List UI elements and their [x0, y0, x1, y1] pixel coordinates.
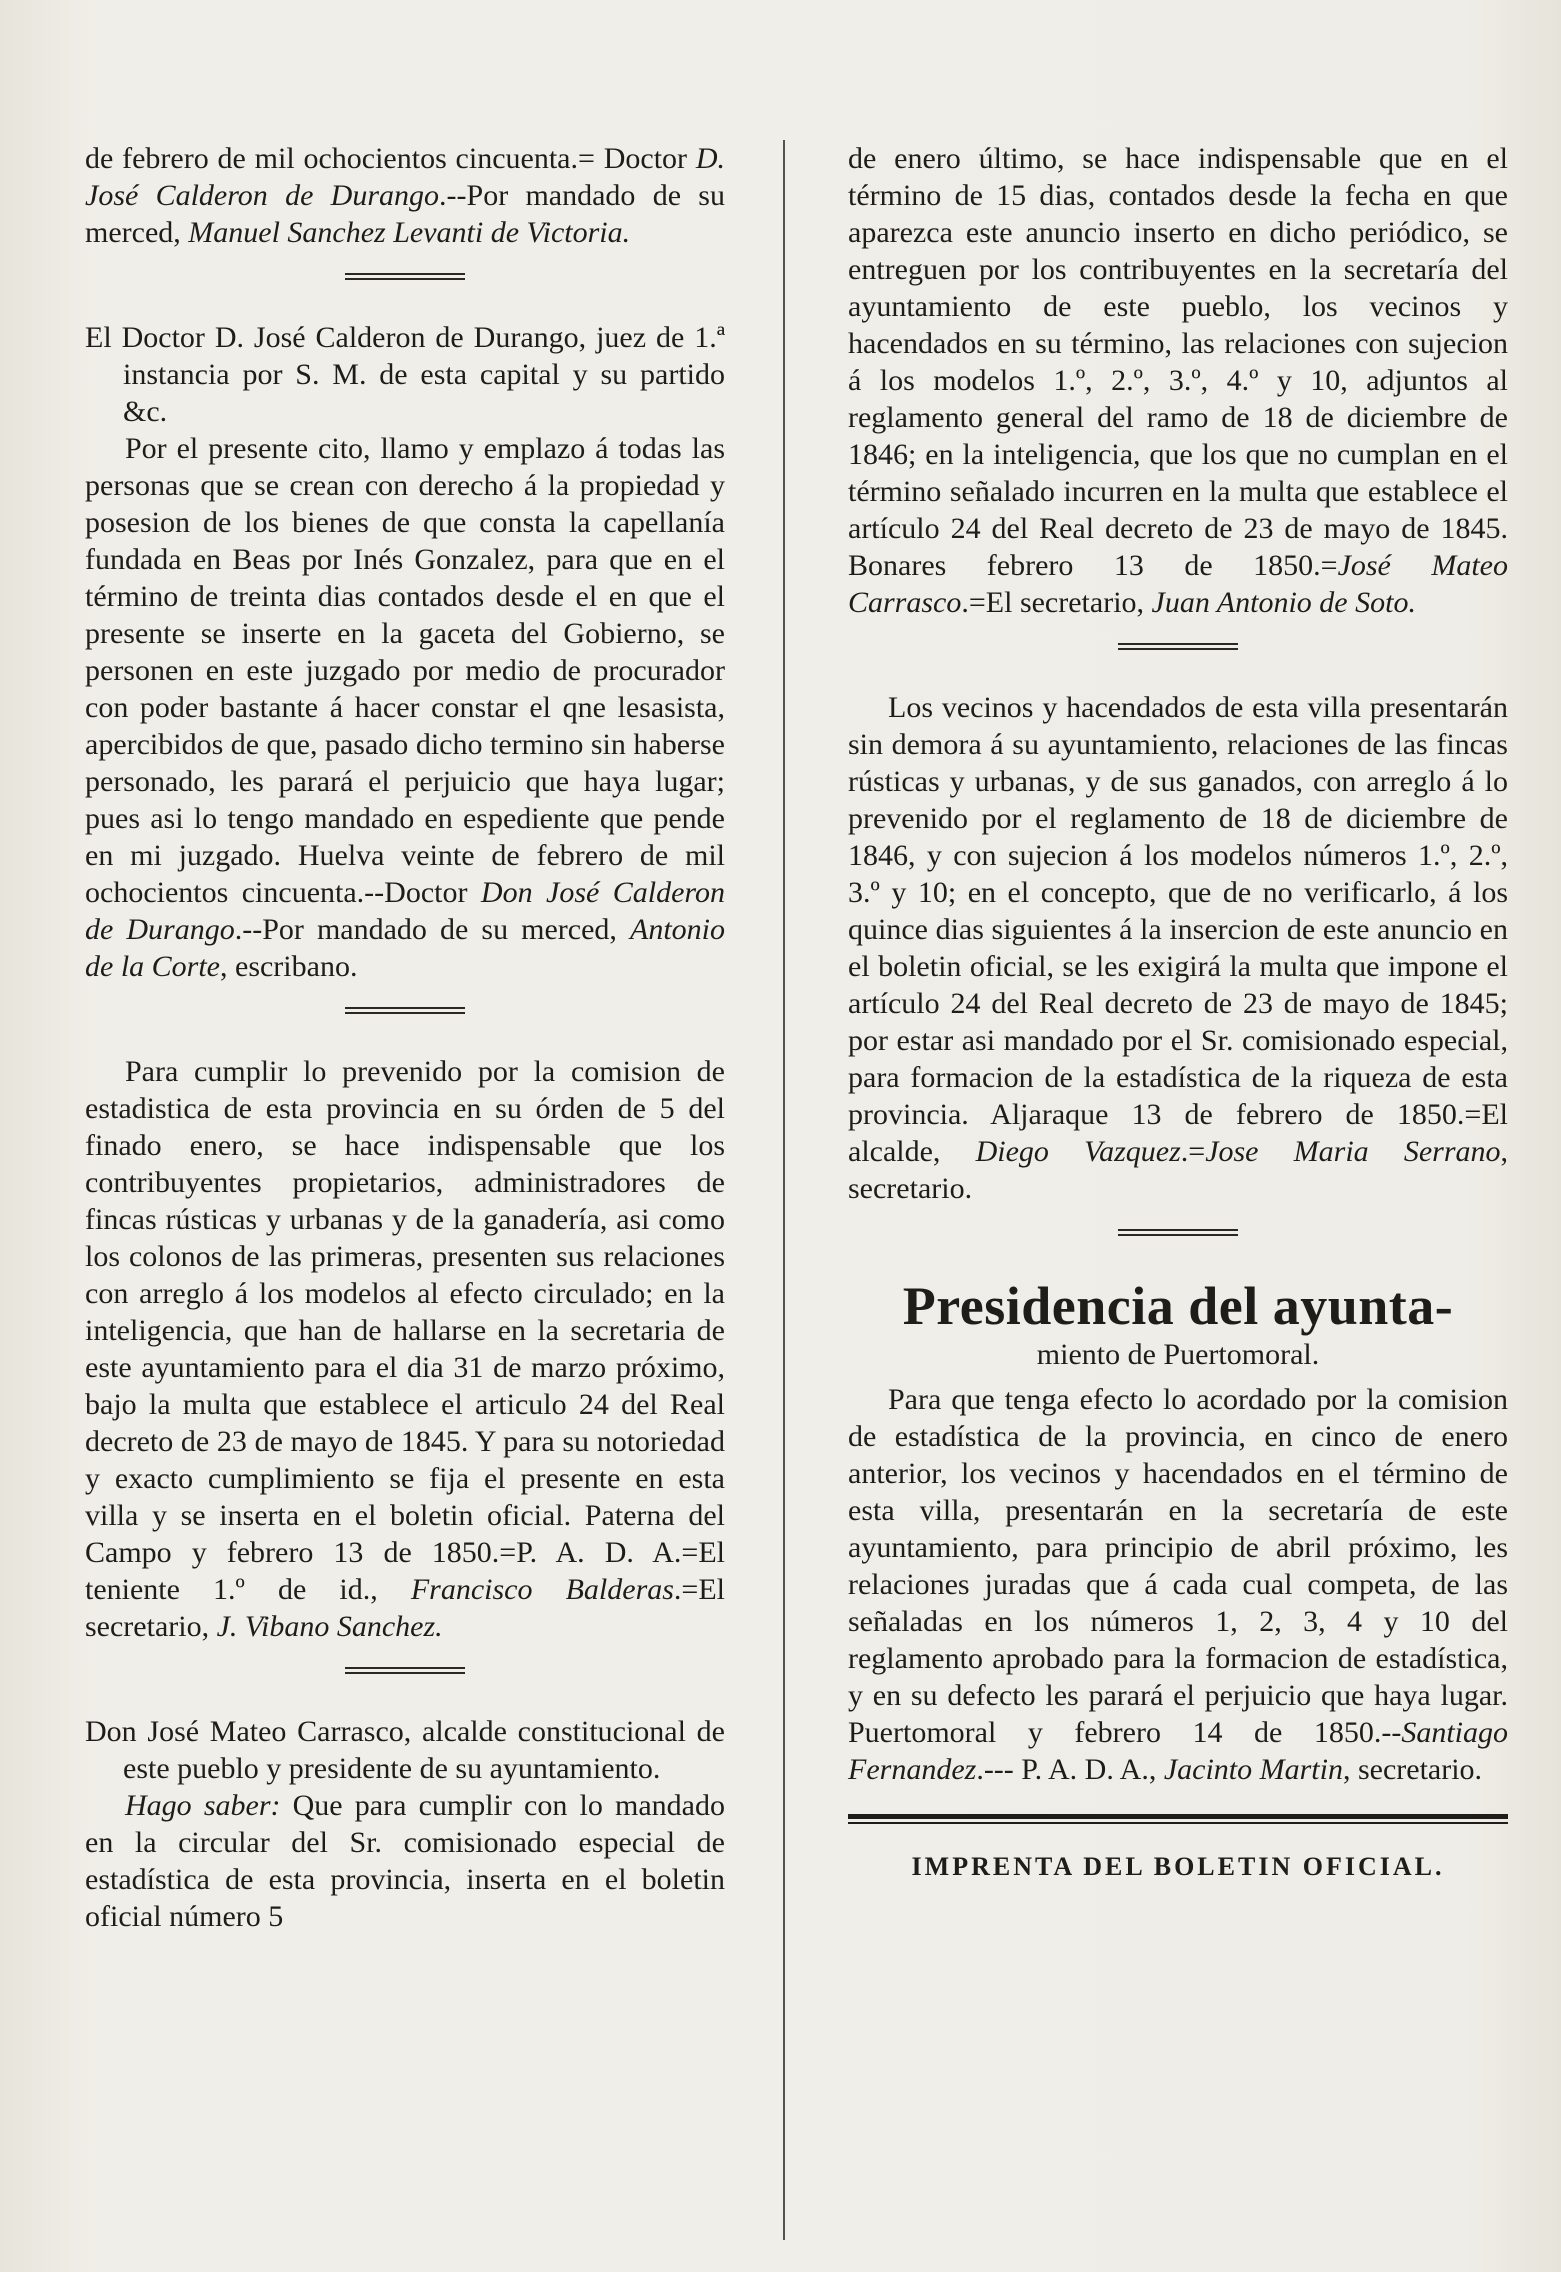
signatory-name: D. José Calderon de Durango — [85, 142, 725, 212]
notice-header: El Doctor D. José Calderon de Durango, juez de 1.ª instancia por S. M. de esta capital y su partido &c. — [85, 321, 725, 428]
section-heading: Presidencia del ayunta- — [902, 1276, 1454, 1336]
notice-text: Por el presente cito, llamo y emplazo á todas las personas que se crean con derecho á la propiedad y posesion de los bienes de que consta la capellanía fundada en Beas por Inés Gonzalez, para que en el término de treinta dias contados desde el en que el presente se inserte en la gaceta del Gobierno, se personen en este juzgado por medio de procurador con poder bastante á hacer constar el qne lesasista, apercibidos de que, pasado dicho termino sin haberse personado, les parará el perjuicio que haya lugar; pues asi lo tengo mandado en espediente que pende en mi juzgado. Huelva veinte de febrero de mil ochocientos cincuenta.--Doctor — [85, 432, 725, 909]
notice-text: .--Por mandado de su merced, — [234, 913, 630, 946]
signatory-name: Jose Maria Serrano — [1205, 1135, 1501, 1168]
notice-body — [848, 1381, 1508, 1788]
left-column — [85, 140, 725, 1935]
notice-continuation — [85, 140, 725, 251]
notice-text: .--- P. A. D. A., — [976, 1753, 1164, 1786]
footer-rule — [848, 1814, 1508, 1824]
notice-text: Que para cumplir con lo mandado en la circular del Sr. comisionado especial de estadística de esta provincia, inserta en el boletin oficial número 5 — [85, 1789, 725, 1933]
notice-text: .--Por mandado de su merced, — [85, 179, 725, 249]
signatory-name: José Mateo Carrasco — [848, 549, 1508, 619]
notice-text: de enero último, se hace indispensable que en el término de 15 dias, contados desde la fecha en que aparezca este anuncio inserto en dicho periódico, se entreguen por los contribuyentes en la secretaría del ayuntamiento de este pueblo, los vecinos y hacendados en su término, las relaciones con sujecion á los modelos 1.º, 2.º, 3.º, 4.º y 10, adjuntos al reglamento general del ramo de 18 de diciembre de 1846; en la inteligencia, que los que no cumplan en el término señalado incurren en la multa que establece el artículo 24 del Real decreto de 23 de mayo de 1845. Bonares febrero 13 de 1850.= — [848, 142, 1508, 582]
column-divider — [783, 140, 785, 2240]
section-subheading: miento de Puertomoral. — [1036, 1338, 1320, 1371]
notice-text: , escribano. — [220, 950, 358, 983]
notice-header: Don José Mateo Carrasco, alcalde constitucional de este pueblo y presidente de su ayuntamiento. — [85, 1715, 725, 1785]
notice-text: Los vecinos y hacendados de esta villa presentarán sin demora á su ayuntamiento, relaciones de las fincas rústicas y urbanas, y de sus ganados, con arreglo á lo prevenido por el reglamento de 18 de diciembre de 1846, y con sujecion á los modelos números 1.º, 2.º, 3.º y 10; en el concepto, que de no verificarlo, á los quince dias siguientes á la insercion de este anuncio en el boletin oficial, se les exigirá la multa que impone el artículo 24 del Real decreto de 23 de mayo de 1845; por estar asi mandado por el Sr. comisionado especial, para formacion de la estadística de la riqueza de esta provincia. Aljaraque 13 de febrero de 1850.=El alcalde, — [848, 691, 1508, 1168]
signatory-name: J. Vibano Sanchez. — [216, 1610, 443, 1643]
notice-text: .=El secretario, — [85, 1573, 726, 1643]
notice-text: .=El secretario, — [961, 586, 1152, 619]
notice-body — [85, 430, 725, 985]
signatory-name: Manuel Sanchez Levanti de Victoria. — [188, 216, 631, 249]
right-column — [848, 140, 1508, 1882]
section-divider — [1118, 1229, 1238, 1237]
signatory-name: Juan Antonio de Soto. — [1151, 586, 1416, 619]
section-divider — [345, 1667, 465, 1675]
notice-text: de febrero de mil ochocientos cincuenta.= Doctor — [85, 142, 696, 175]
section-divider — [345, 273, 465, 281]
signatory-name: Antonio de la Corte — [85, 913, 725, 983]
signatory-name: Santiago Fernandez — [848, 1716, 1508, 1786]
signatory-name: Francisco Balderas — [410, 1573, 674, 1606]
printer-imprint: IMPRENTA DEL BOLETIN OFICIAL. — [911, 1852, 1445, 1881]
notice-text: .= — [1180, 1135, 1206, 1168]
signatory-name: Jacinto Martin — [1163, 1753, 1343, 1786]
notice-text: , secretario. — [1342, 1753, 1483, 1786]
section-divider — [345, 1007, 465, 1015]
notice-continuation — [848, 140, 1508, 621]
notice-body — [848, 689, 1508, 1207]
notice-text: Para cumplir lo prevenido por la comision de estadistica de esta provincia en su órden de 5 del finado enero, se hace indispensable que los contribuyentes propietarios, administradores de fincas rústicas y urbanas y de la ganadería, asi como los colonos de las primeras, presenten sus relaciones con arreglo á los modelos al efecto circulado; en la inteligencia, que han de hallarse en la secretaria de este ayuntamiento para el dia 31 de marzo próximo, bajo la multa que establece el articulo 24 del Real decreto de 23 de mayo de 1845. Y para su notoriedad y exacto cumplimiento se fija el presente en esta villa y se inserta en el boletin oficial. Paterna del Campo y febrero 13 de 1850.=P. A. D. A.=El teniente 1.º de id., — [85, 1055, 725, 1606]
notice-text: , secretario. — [848, 1135, 1508, 1205]
section-divider — [1118, 643, 1238, 651]
notice-label: Hago saber: — [125, 1789, 281, 1822]
signatory-name: Don José Calderon de Durango — [85, 876, 725, 946]
notice-text: Para que tenga efecto lo acordado por la comision de estadística de la provincia, en cinco de enero anterior, los vecinos y hacendados en el término de esta villa, presentarán en la secretaría de este ayuntamiento, para principio de abril próximo, les relaciones juradas que á cada cual competa, de las señaladas en los números 1, 2, 3, 4 y 10 del reglamento aprobado para la formacion de estadística, y en su defecto les parará el perjuicio que haya lugar. Puertomoral y febrero 14 de 1850.-- — [848, 1383, 1508, 1749]
notice-body — [85, 1787, 725, 1935]
notice-body — [85, 1053, 725, 1645]
signatory-name: Diego Vazquez — [975, 1135, 1181, 1168]
